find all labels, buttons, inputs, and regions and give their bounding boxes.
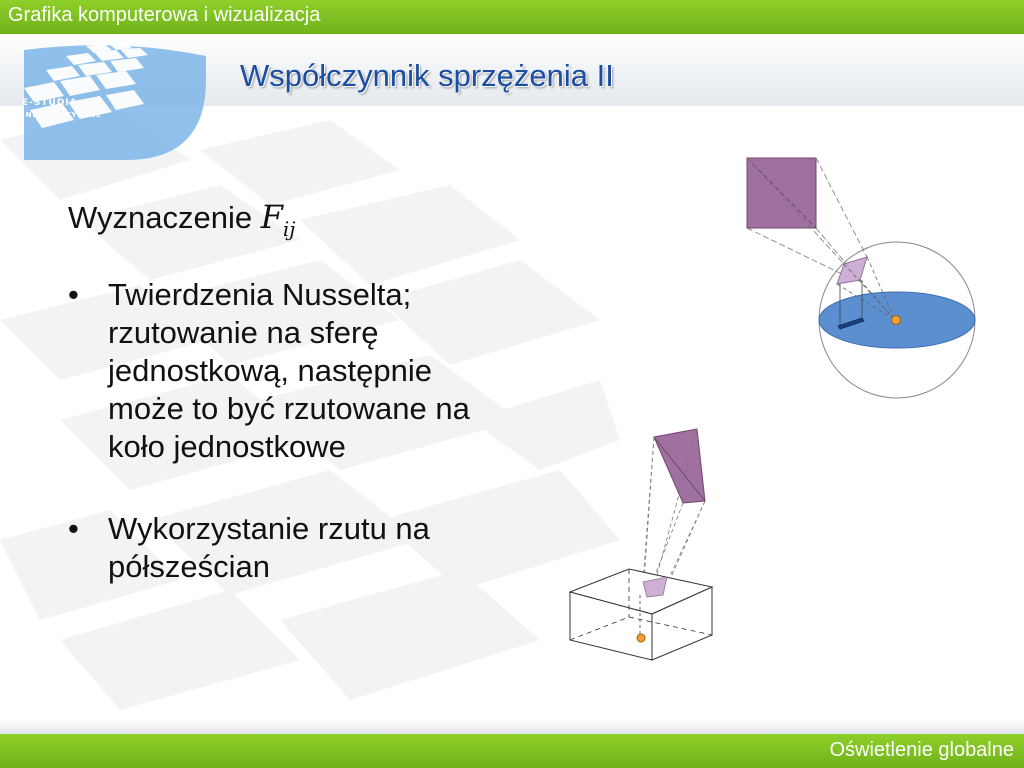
bullet-item — [68, 276, 498, 466]
course-title: Grafika komputerowa i wizualizacja — [8, 4, 321, 26]
heading-subscript: ij — [282, 217, 296, 241]
course-title-bar — [0, 0, 1024, 34]
hemicube-figure — [565, 425, 725, 665]
bullet-item — [68, 510, 498, 586]
heading-text: Wyznaczenie — [68, 200, 261, 235]
logo-text-line1: E-STUDIA — [22, 98, 78, 108]
bullet-text: Wykorzystanie rzutu na półsześcian — [108, 511, 430, 584]
nusselt-sphere-figure — [740, 150, 990, 405]
section-title: Oświetlenie globalne — [829, 739, 1014, 761]
bullet-marker: • — [68, 277, 79, 312]
bullet-text: Twierdzenia Nusselta; rzutowanie na sferę jednostkową, następnie może to być rzutowane na koło jednostkowe — [108, 277, 470, 464]
section-title-bar — [0, 734, 1024, 768]
slide-title: Współczynnik sprzężenia II — [240, 58, 614, 93]
footer-strip — [0, 720, 1024, 734]
content-heading — [68, 198, 296, 241]
heading-symbol: F — [260, 198, 283, 236]
bullet-list — [68, 276, 498, 630]
bullet-marker: • — [68, 511, 79, 546]
logo-text-line2: INFORMATYCZNE — [22, 111, 102, 119]
